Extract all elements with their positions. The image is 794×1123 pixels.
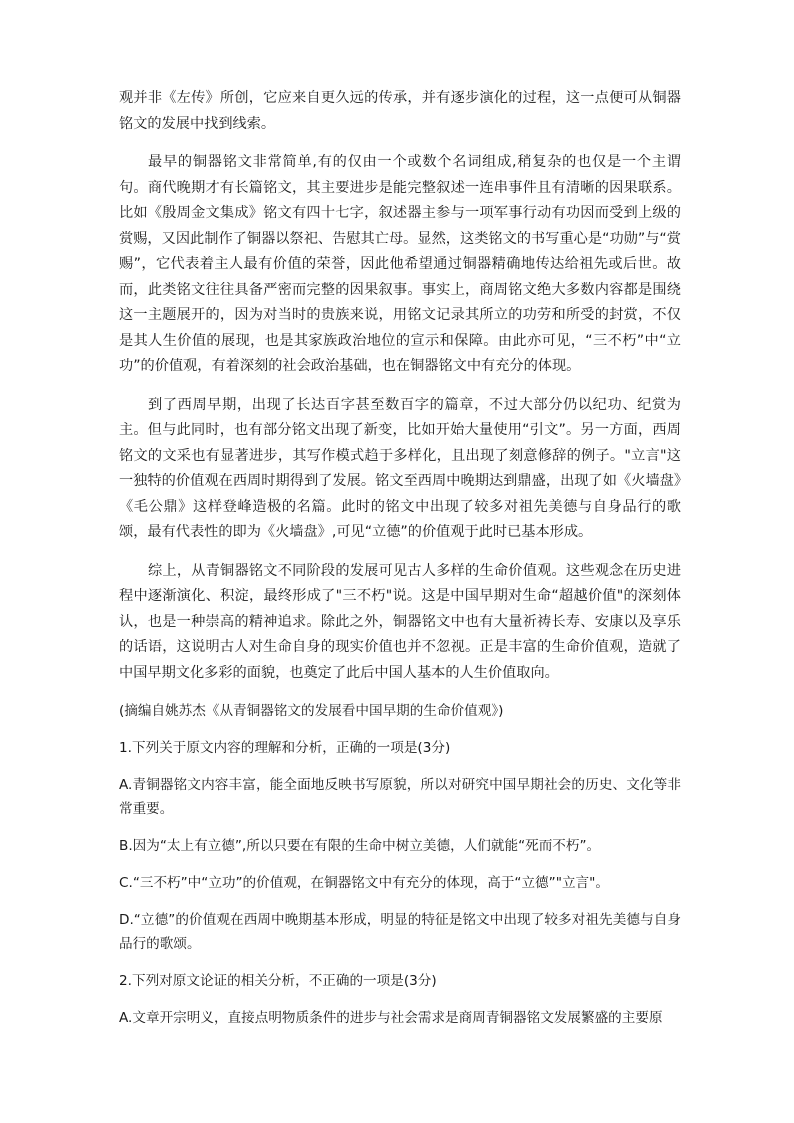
paragraph-western-zhou: 到了西周早期，出现了长达百字甚至数百字的篇章，不过大部分仍以纪功、纪赏为主。但与此同时，也有部分铭文出现了新变，比如开始大量使用“引文”。另一方面，西周铭文的文采也有显著进步，其写作模式趋于多样化，且出现了刻意修辞的例子。"立言"这一独特的价值观在西周时期得到了发展。铭文至西周中晚期达到鼎盛，出现了如《火墙盘》《毛公鼎》这样登峰造极的名篇。此时的铭文中出现了较多对祖先美德与自身品行的歌颂，最有代表性的即为《火墙盘》,可见“立德”的价值观于此时已基本形成。 [119,396,681,540]
question-1-stem: 1.下列关于原文内容的理解和分析，正确的一项是(3分) [119,740,451,756]
document-page [119,86,681,1030]
question-1-option-c: C.“三不朽”中“立功”的价值观，在铜器铭文中有充分的体现，高于“立德”"立言"。 [119,875,609,891]
paragraph-continuation: 观并非《左传》所创，它应来自更久远的传承，并有逐步演化的过程，这一点便可从铜器铭文的发展中找到线索。 [119,90,681,132]
source-citation: (摘编自姚苏杰《从青铜器铭文的发展看中国早期的生命价值观》) [119,703,504,719]
paragraph-summary: 综上，从青铜器铭文不同阶段的发展可见古人多样的生命价值观。这些观念在历史进程中逐渐演化、积淀，最终形成了"三不朽"说。这是中国早期对生命“超越价值"的深刻体认，也是一种崇高的精神追求。除此之外，铜器铭文中也有大量祈祷长寿、安康以及享乐的话语，这说明古人对生命自身的现实价值也并不忽视。正是丰富的生命价值观，造就了中国早期文化多彩的面貌，也奠定了此后中国人基本的人生价值取向。 [119,562,681,681]
question-1-option-b: B.因为“太上有立德”,所以只要在有限的生命中树立美德，人们就能“死而不朽”。 [119,838,601,854]
question-1-option-d: D.“立德”的价值观在西周中晚期基本形成，明显的特征是铭文中出现了较多对祖先美德与自身品行的歌颂。 [119,912,681,952]
question-2-option-a: A.文章开宗明义，直接点明物质条件的进步与社会需求是商周青铜器铭文发展繁盛的主要原 [119,1010,663,1026]
question-1-option-a: A.青铜器铭文内容丰富，能全面地反映书写原貌，所以对研究中国早期社会的历史、文化等非常重要。 [119,777,681,817]
question-2-stem: 2.下列对原文论证的相关分析，不正确的一项是(3分) [119,973,437,989]
paragraph-early-inscriptions: 最早的铜器铭文非常简单,有的仅由一个或数个名词组成,稍复杂的也仅是一个主谓句。商代晚期才有长篇铭文，其主要进步是能完整叙述一连串事件且有清晰的因果联系。比如《殷周金文集成》铭文有四十七字，叙述器主参与一项军事行动有功因而受到上级的赏赐，又因此制作了铜器以祭祀、告慰其亡母。显然，这类铭文的书写重心是“功勋”与“赏赐”，它代表着主人最有价值的荣誉，因此他希望通过铜器精确地传达给祖先或后世。故而，此类铭文往往具备严密而完整的因果叙事。事实上，商周铭文绝大多数内容都是围绕这一主题展开的，因为对当时的贵族来说，用铭文记录其所立的功劳和所受的封赏，不仅是其人生价值的展现，也是其家族政治地位的宣示和保障。由此亦可见，“三不朽”中“立功”的价值观，有着深刻的社会政治基础，也在铜器铭文中有充分的体现。 [119,154,681,374]
